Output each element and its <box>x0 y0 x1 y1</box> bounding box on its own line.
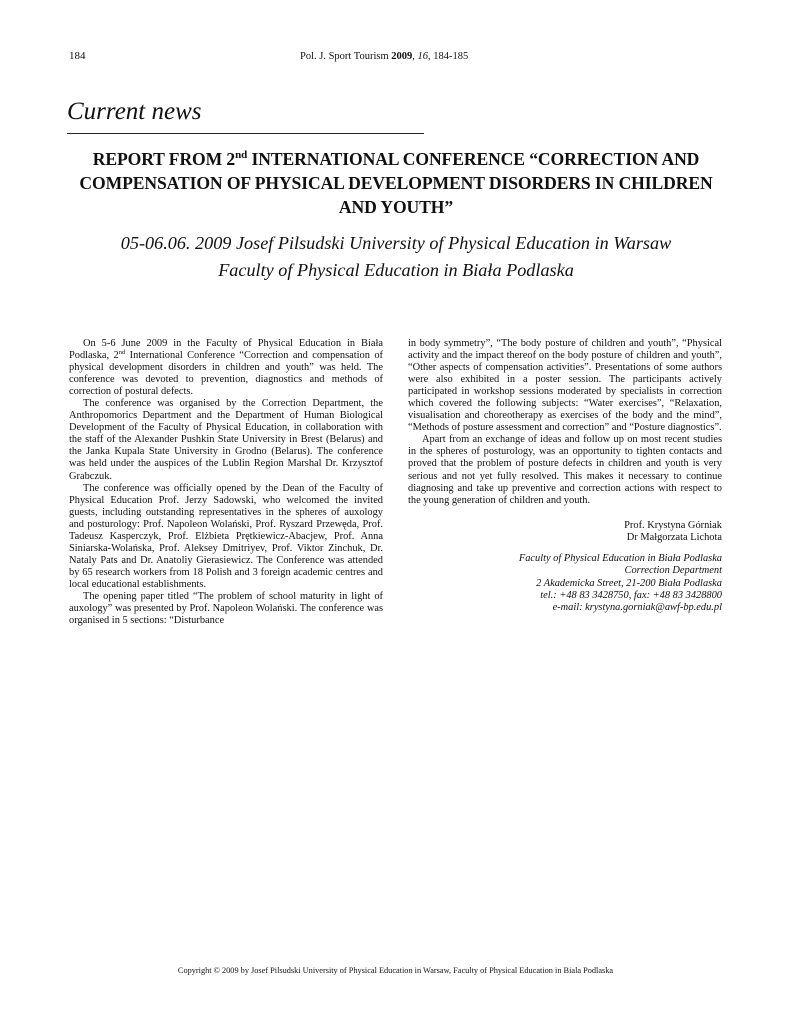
affiliation-phone: tel.: +48 83 3428750, fax: +48 83 3428800 <box>540 589 722 601</box>
paragraph-1-part1: On 5-6 June 2009 in the Faculty of Physical Education in Biała Podlaska, 2 <box>69 338 383 362</box>
journal-volume: 16 <box>417 51 429 62</box>
body-column-right <box>408 338 722 614</box>
subtitle-line-1: 05-06.06. 2009 Josef Pilsudski University of Physical Education in Warsaw <box>120 233 672 253</box>
article-subtitle <box>40 230 752 284</box>
journal-year: 2009 <box>391 51 413 62</box>
article-title-part1: REPORT FROM 2 <box>92 149 236 169</box>
subtitle-line-2: Faculty of Physical Education in Biała Podlaska <box>218 260 574 280</box>
journal-reference: Pol. J. Sport Tourism 2009, 16, 184-185 <box>300 51 469 62</box>
paragraph-2: The conference was organised by the Correction Department, the Anthropomorics Department and the Department of Human Biological Development of the Faculty of Physical Education, in collaboration with the staff of the Alexander Pushkin State University in Brest (Belarus) and the Janka Kupala State University in Grodno (Belarus). The conference was held under the auspices of the Lublin Region Marshal Dr. Krzysztof Grabczuk. <box>69 398 383 482</box>
affiliation-department: Correction Department <box>624 565 722 577</box>
journal-pages: 184-185 <box>433 51 469 62</box>
section-title: Current news <box>67 98 202 125</box>
article-title-part2: INTERNATIONAL CONFERENCE “CORRECTION AND COMPENSATION OF PHYSICAL DEVELOPMENT DISORDERS IN CHILDREN AND YOUTH” <box>79 149 713 217</box>
paragraph-1-superscript: nd <box>118 349 126 357</box>
article-title <box>60 147 732 219</box>
paragraph-5: in body symmetry”, “The body posture of children and youth”, “Physical activity and the impact thereof on the body posture of children and youth”, “Other aspects of compensation activities”. Presentations of some authors were also exhibited in a poster session. The participants actively participated in workshop sessions moderated by specialists in correction which covered the following subjects: “Water exercises”, “Relaxation, visualisation and choreotherapy as exercises of the body and the mind”, “Methods of posture assessment and correction” and “Posture diagnostics”. <box>408 338 722 434</box>
affiliation-block <box>408 553 722 614</box>
author-2: Dr Małgorzata Lichota <box>626 531 722 543</box>
affiliation-email: e-mail: krystyna.gorniak@awf-bp.edu.pl <box>552 602 722 614</box>
affiliation-address: 2 Akademicka Street, 21-200 Biała Podlaska <box>536 577 722 589</box>
copyright-footer: Copyright © 2009 by Josef Pilsudski University of Physical Education in Warsaw, Faculty of Physical Education in Biala Podlaska <box>177 966 614 975</box>
article-title-superscript: nd <box>235 149 248 161</box>
journal-name: Pol. J. Sport Tourism <box>300 51 389 62</box>
paragraph-4: The opening paper titled “The problem of school maturity in light of auxology” was presented by Prof. Napoleon Wolański. The conference was organised in 5 sections: “Disturbance <box>69 590 383 627</box>
paragraph-6: Apart from an exchange of ideas and follow up on most recent studies in the spheres of posturology, was an opportunity to tighten contacts and proved that the problem of posture defects in children and youth is very serious and not yet fully resolved. This makes it necessary to continue diagnosing and take up preventive and correction actions with respect to the young generation of children and youth. <box>408 434 722 506</box>
paragraph-1 <box>69 338 383 398</box>
paragraph-1-part2: International Conference “Correction and compensation of physical development disorders in children and youth” was held. The conference was devoted to prevention, diagnostics and methods of correction of postural defects. <box>69 350 383 398</box>
body-column-left <box>69 338 383 627</box>
section-divider <box>67 133 424 134</box>
signature-block <box>408 520 722 545</box>
author-1: Prof. Krystyna Górniak <box>624 519 722 531</box>
paragraph-3: The conference was officially opened by the Dean of the Faculty of Physical Education Prof. Jerzy Sadowski, who welcomed the invited guests, including outstanding representatives in the spheres of auxology and posturology: Prof. Napoleon Wolański, Prof. Ryszard Przewęda, Prof. Tadeusz Kasperczyk, Prof. Elżbieta Prętkiewicz-Abacjew, Prof. Anna Siniarska-Wolańska, Prof. Aleksey Dmitriyev, Prof. Viktor Zinchuk, Dr. Nataly Pats and Dr. Anatoliy Gierasiewicz. The Conference was attended by 65 research workers from 18 Polish and 3 foreign academic centres and local educational establishments. <box>69 482 383 590</box>
page-number: 184 <box>69 50 86 62</box>
affiliation-faculty: Faculty of Physical Education in Biała Podlaska <box>518 553 722 565</box>
